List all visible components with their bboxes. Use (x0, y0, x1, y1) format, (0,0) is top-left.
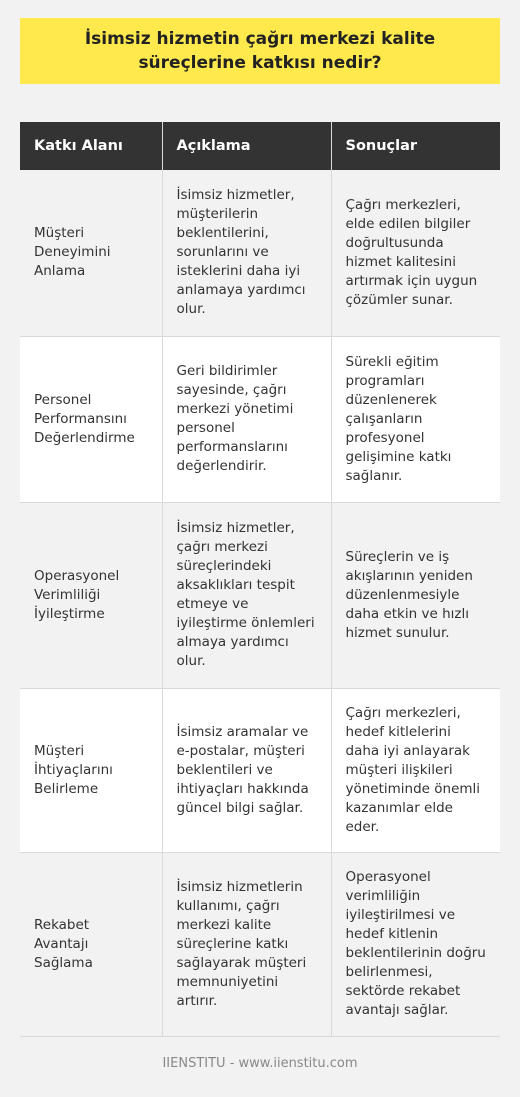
table-row (20, 502, 500, 688)
cell-result: Çağrı merkezleri, elde edilen bilgiler doğrultusunda hizmet kalitesini artırmak için uygun çözümler sunar. (331, 170, 500, 336)
table-row (20, 336, 500, 502)
cell-description: İsimsiz hizmetlerin kullanımı, çağrı merkezi kalite süreçlerine katkı sağlayarak müşteri memnuniyetini artırır. (162, 852, 331, 1036)
cell-result: Sürekli eğitim programları düzenlenerek çalışanların profesyonel gelişimine katkı sağlanır. (331, 336, 500, 502)
header-description: Açıklama (162, 122, 331, 170)
cell-description: İsimsiz hizmetler, müşterilerin beklentilerini, sorunlarını ve isteklerini daha iyi anlamaya yardımcı olur. (162, 170, 331, 336)
table-row (20, 688, 500, 852)
cell-description: İsimsiz aramalar ve e-postalar, müşteri beklentileri ve ihtiyaçları hakkında güncel bilgi sağlar. (162, 688, 331, 852)
cell-description: Geri bildirimler sayesinde, çağrı merkezi yönetimi personel performanslarını değerlendirir. (162, 336, 331, 502)
cell-area: Operasyonel Verimliliği İyileştirme (20, 502, 162, 688)
cell-area: Müşteri İhtiyaçlarını Belirleme (20, 688, 162, 852)
cell-result: Çağrı merkezleri, hedef kitlelerini daha iyi anlayarak müşteri ilişkileri yönetiminde önemli kazanımlar elde eder. (331, 688, 500, 852)
cell-description: İsimsiz hizmetler, çağrı merkezi süreçlerindeki aksaklıkları tespit etmeye ve iyileştirme önlemleri almaya yardımcı olur. (162, 502, 331, 688)
contribution-table (20, 122, 500, 1037)
cell-area: Personel Performansını Değerlendirme (20, 336, 162, 502)
cell-result: Operasyonel verimliliğin iyileştirilmesi ve hedef kitlenin beklentilerinin doğru belirlenmesi, sektörde rekabet avantajı sağlar. (331, 852, 500, 1036)
header-results: Sonuçlar (331, 122, 500, 170)
cell-area: Müşteri Deneyimini Anlama (20, 170, 162, 336)
page-title: İsimsiz hizmetin çağrı merkezi kalite süreçlerine katkısı nedir? (84, 29, 436, 73)
cell-area: Rekabet Avantajı Sağlama (20, 852, 162, 1036)
header-area: Katkı Alanı (20, 122, 162, 170)
table-header-row (20, 122, 500, 170)
cell-result: Süreçlerin ve iş akışlarının yeniden düzenlenmesiyle daha etkin ve hızlı hizmet sunulur. (331, 502, 500, 688)
title-banner (20, 18, 500, 84)
table-row (20, 852, 500, 1036)
table-row (20, 170, 500, 336)
footer-credit: IIENSTITU - www.iienstitu.com (162, 1056, 358, 1071)
